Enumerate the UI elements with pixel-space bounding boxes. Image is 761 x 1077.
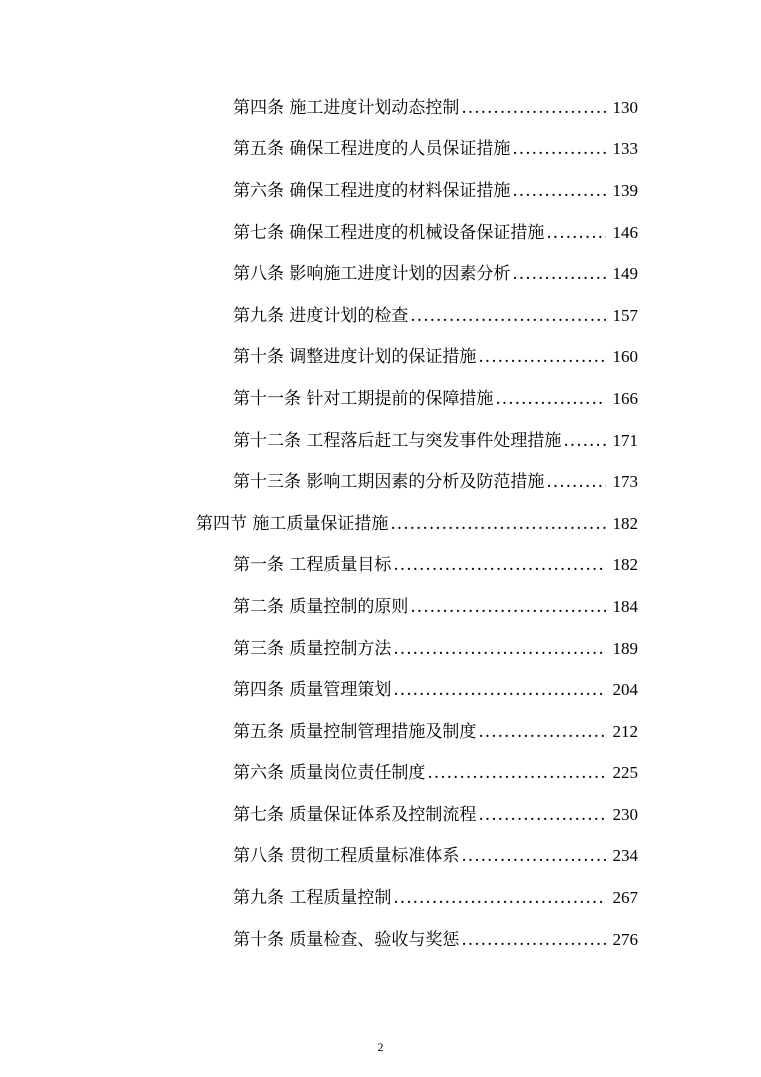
toc-entry-page: 184 bbox=[612, 596, 638, 616]
toc-entry-title: 第八条 影响施工进度计划的因素分析 bbox=[233, 264, 511, 285]
toc-entry-page: 182 bbox=[612, 555, 638, 575]
toc-entry-title: 第十一条 针对工期提前的保障措施 bbox=[233, 388, 494, 409]
toc-entry-title: 第十二条 工程落后赶工与突发事件处理措施 bbox=[233, 430, 562, 451]
toc-entry-title: 第五条 确保工程进度的人员保证措施 bbox=[233, 139, 511, 160]
toc-dot-leader bbox=[410, 597, 606, 617]
toc-entry[interactable] bbox=[0, 378, 761, 420]
toc-entry-title: 第九条 进度计划的检查 bbox=[233, 305, 409, 326]
toc-entry-page: 189 bbox=[612, 638, 638, 658]
toc-entry-page: 173 bbox=[612, 472, 638, 492]
toc-entry-page: 182 bbox=[612, 513, 638, 533]
toc-entry-title: 第四条 质量管理策划 bbox=[233, 680, 392, 701]
toc-entry-page: 133 bbox=[612, 139, 638, 159]
toc-entry[interactable] bbox=[0, 337, 761, 379]
toc-entry[interactable] bbox=[0, 212, 761, 254]
toc-entry[interactable] bbox=[0, 919, 761, 961]
toc-entry-title: 第一条 工程质量目标 bbox=[233, 555, 392, 576]
toc-dot-leader bbox=[393, 680, 606, 700]
toc-entry-page: 157 bbox=[612, 305, 638, 325]
toc-entry[interactable] bbox=[0, 711, 761, 753]
toc-entry[interactable] bbox=[0, 420, 761, 462]
toc-dot-leader bbox=[393, 888, 606, 908]
toc-dot-leader bbox=[478, 722, 606, 742]
toc-entry-page: 225 bbox=[612, 763, 638, 783]
page-number: 2 bbox=[377, 1040, 384, 1054]
toc-entry-title: 第四节 施工质量保证措施 bbox=[196, 513, 389, 534]
toc-dot-leader bbox=[478, 805, 606, 825]
toc-entry[interactable] bbox=[0, 877, 761, 919]
toc-entry[interactable] bbox=[0, 170, 761, 212]
toc-dot-leader bbox=[461, 98, 606, 118]
toc-entry-page: 149 bbox=[612, 264, 638, 284]
toc-entry-page: 139 bbox=[612, 180, 638, 200]
toc-entry-page: 230 bbox=[612, 804, 638, 824]
toc-dot-leader bbox=[495, 389, 606, 409]
toc-entry-title: 第七条 确保工程进度的机械设备保证措施 bbox=[233, 222, 545, 243]
toc-entry[interactable] bbox=[0, 253, 761, 295]
toc-entry[interactable] bbox=[0, 129, 761, 171]
toc-entry[interactable] bbox=[0, 669, 761, 711]
toc-entry-page: 267 bbox=[612, 888, 638, 908]
toc-entry-page: 276 bbox=[612, 929, 638, 949]
toc-entry-page: 160 bbox=[612, 347, 638, 367]
toc-entry-title: 第四条 施工进度计划动态控制 bbox=[233, 97, 460, 118]
toc-dot-leader bbox=[478, 347, 606, 367]
toc-entry-title: 第七条 质量保证体系及控制流程 bbox=[233, 804, 477, 825]
toc-entry[interactable] bbox=[0, 836, 761, 878]
toc-dot-leader bbox=[512, 139, 606, 159]
toc-entry[interactable] bbox=[0, 461, 761, 503]
toc-section-entry[interactable] bbox=[0, 503, 761, 545]
toc-entry-page: 166 bbox=[612, 388, 638, 408]
toc-entry-page: 146 bbox=[612, 222, 638, 242]
toc-dot-leader bbox=[390, 514, 606, 534]
toc-dot-leader bbox=[546, 472, 606, 492]
toc-entry-title: 第五条 质量控制管理措施及制度 bbox=[233, 721, 477, 742]
toc-dot-leader bbox=[427, 763, 606, 783]
toc-entry-page: 234 bbox=[612, 846, 638, 866]
toc-entry[interactable] bbox=[0, 753, 761, 795]
table-of-contents bbox=[0, 87, 761, 960]
toc-entry-title: 第十条 调整进度计划的保证措施 bbox=[233, 347, 477, 368]
toc-entry[interactable] bbox=[0, 794, 761, 836]
toc-entry-title: 第六条 质量岗位责任制度 bbox=[233, 763, 426, 784]
toc-dot-leader bbox=[563, 431, 606, 451]
toc-entry-title: 第二条 质量控制的原则 bbox=[233, 596, 409, 617]
toc-dot-leader bbox=[393, 639, 606, 659]
toc-entry[interactable] bbox=[0, 87, 761, 129]
toc-entry-title: 第十条 质量检查、验收与奖惩 bbox=[233, 929, 460, 950]
toc-dot-leader bbox=[393, 555, 606, 575]
toc-entry-page: 212 bbox=[612, 721, 638, 741]
toc-dot-leader bbox=[461, 846, 606, 866]
toc-entry-title: 第八条 贯彻工程质量标准体系 bbox=[233, 846, 460, 867]
toc-entry[interactable] bbox=[0, 628, 761, 670]
toc-entry-title: 第三条 质量控制方法 bbox=[233, 638, 392, 659]
toc-entry-page: 204 bbox=[612, 680, 638, 700]
toc-entry-title: 第十三条 影响工期因素的分析及防范措施 bbox=[233, 472, 545, 493]
toc-dot-leader bbox=[410, 306, 606, 326]
toc-dot-leader bbox=[461, 930, 606, 950]
toc-entry-title: 第九条 工程质量控制 bbox=[233, 888, 392, 909]
toc-entry-page: 171 bbox=[612, 430, 638, 450]
toc-dot-leader bbox=[546, 223, 606, 243]
toc-entry[interactable] bbox=[0, 545, 761, 587]
toc-entry[interactable] bbox=[0, 295, 761, 337]
toc-dot-leader bbox=[512, 181, 606, 201]
toc-entry-page: 130 bbox=[612, 97, 638, 117]
toc-entry-title: 第六条 确保工程进度的材料保证措施 bbox=[233, 180, 511, 201]
toc-dot-leader bbox=[512, 264, 606, 284]
toc-entry[interactable] bbox=[0, 586, 761, 628]
